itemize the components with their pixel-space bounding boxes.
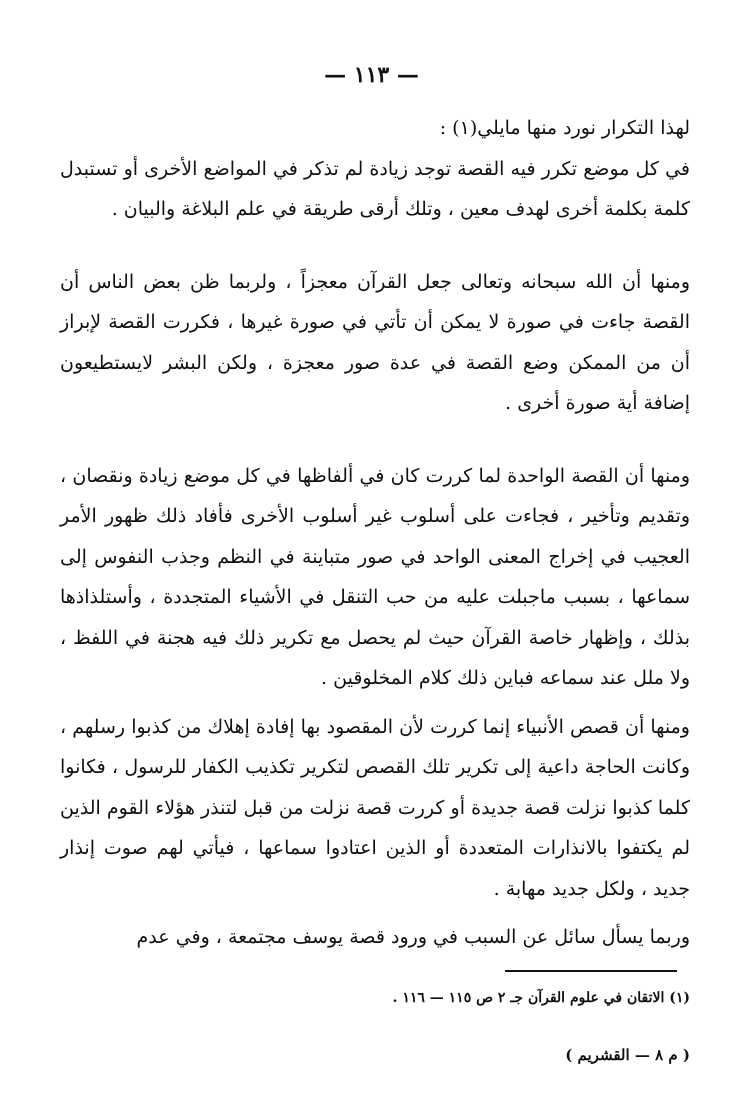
footnote-divider — [505, 970, 677, 972]
paragraph-3: ومنها أن القصة الواحدة لما كررت كان في ألفاظها في كل موضع زيادة ونقصان ، وتقديم وتأخير ، فجاءت على أسلوب غير أسلوب الأخرى فأفاد ذلك ظهور الأمر العجيب في إخراج المعنى الواحد في صور متباينة في النظم وجذب النفوس إلى سماعها ، بسبب ماجبلت عليه من حب التنقل في الأشياء المتجددة ، وأستلذاذها بذلك ، وإظهار خاصة القرآن حيث لم يحصل مع تكرير ذلك فيه هجنة في اللفظ ، ولا ملل عند سماعه فباين ذلك كلام المخلوقين . — [60, 464, 690, 689]
paragraph-2: ومنها أن الله سبحانه وتعالى جعل القرآن معجزاً ، ولربما ظن بعض الناس أن القصة جاءت في صورة لا يمكن أن تأتي في صورة غيرها ، فكررت القصة لإبراز أن من الممكن وضع القصة في عدة صور معجزة ، ولكن البشر لايستطيعون إضافة أية صورة أخرى . — [60, 270, 690, 414]
paragraph-1: لهذا التكرار نورد منها مايلي(١) : في كل موضع تكرر فيه القصة توجد زيادة لم تذكر في المواضع الأخرى أو تستبدل كلمة بكلمة أخرى لهدف معين ، وتلك أرقى طريقة في علم البلاغة والبيان . — [60, 117, 690, 220]
signature-mark: ( م ٨ — القشريم ) — [565, 1046, 690, 1064]
body-text — [60, 108, 690, 958]
paragraph-4: ومنها أن قصص الأنبياء إنما كررت لأن المقصود بها إفادة إهلاك من كذبوا رسلهم ، وكانت الحاجة داعية إلى تكرير تلك القصص لتكرير تكذيب الكفار للرسول ، فكانوا كلما كذبوا نزلت قصة جديدة أو كررت قصة نزلت من قبل لتنذر هؤلاء القوم الذين لم يكتفوا بالانذارات المتعددة أو الذين اعتادوا سماعها ، فيأتي لهم صوت إنذار جديد ، ولكل جديد مهابة . — [60, 715, 690, 900]
paragraph-5: وربما يسأل سائل عن السبب في ورود قصة يوسف مجتمعة ، وفي عدم — [136, 926, 690, 948]
page-number: — ١١٣ — — [324, 62, 419, 88]
footnote: (١) الاتقان في علوم القرآن جـ ٢ ص ١١٥ — ١١٦ . — [392, 990, 690, 1006]
